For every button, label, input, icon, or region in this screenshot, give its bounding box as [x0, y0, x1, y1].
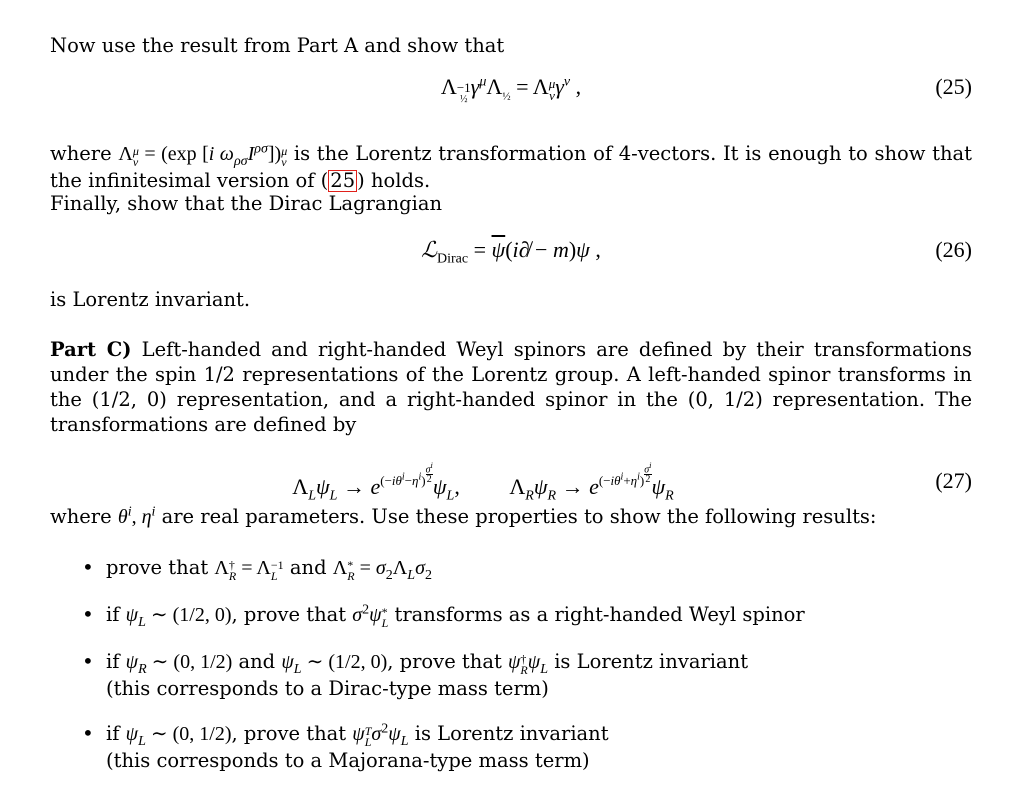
- part-c-text: Left-handed and right-handed Weyl spinors are defined by their transformations under the spin 1/2 representations of the Lorentz group. A left-handed spinor transforms in the (1/2, 0) representation, and a right-handed spinor in the (0, 1/2) representation. The transformations are defined by: [50, 338, 973, 436]
- equation-26: [50, 230, 972, 270]
- where-word-27: where: [50, 505, 112, 528]
- result-3-text-c: , prove that: [387, 650, 502, 673]
- intro-text: [50, 33, 972, 58]
- intro-sentence: Now use the result from Part A and show that: [50, 34, 505, 57]
- list-item: • if $\psi_L$ ∼ (1/2, 0), prove that $\sigma^2\psi$ * L transforms as a right-handed Weyl spinor: [82, 602, 805, 630]
- result-4-text-a: if: [106, 722, 120, 745]
- result-3-text-b: and: [238, 650, 276, 673]
- equation-25: [50, 67, 972, 107]
- result-2-text-c: transforms as a right-handed Weyl spinor: [394, 603, 805, 626]
- bullet-icon: •: [82, 721, 94, 745]
- equation-26-number: (26): [935, 237, 972, 262]
- list-item: • prove that Λ † R = Λ −1 L and Λ * R = $\sigma_2\Lambda_L\sigma_2$: [82, 555, 432, 583]
- equation-27-explanation: where $\theta^i$, $\eta^i$ are real parameters. Use these properties to show the following results:: [50, 504, 877, 528]
- result-3-text-a: if: [106, 650, 120, 673]
- bullet-icon: •: [82, 555, 94, 579]
- list-item: • if $\psi_L$ ∼ (0, 1/2), prove that ψ T L $\sigma^2\psi_L$ is Lorentz invariant (this corresponds to a Majorana-type mass term): [82, 721, 609, 772]
- result-4-text-c: is Lorentz invariant: [414, 722, 609, 745]
- lorentz-invariant-line: [50, 287, 972, 312]
- dirac-intro-text: Finally, show that the Dirac Lagrangian: [50, 192, 443, 215]
- holds-text: holds.: [370, 169, 431, 192]
- part-c-heading: Part C): [50, 338, 132, 361]
- lorentz-invariant-text: is Lorentz invariant.: [50, 288, 251, 311]
- equation-25-number: (25): [935, 74, 972, 99]
- list-item: • if $\psi_R$ ∼ (0, 1/2) and $\psi_L$ ∼ (1/2, 0), prove that ψ † R $\psi_L$ is Lorentz invariant (this corresponds to a Dirac-type mass term): [82, 649, 749, 700]
- results-list: [50, 555, 972, 773]
- result-2-text-b: , prove that: [231, 603, 347, 626]
- parameters-text: are real parameters. Use these properties to show the following results:: [161, 505, 877, 528]
- dirac-intro: [50, 191, 972, 216]
- result-1-text-b: and: [289, 556, 327, 579]
- result-2-text-a: if: [106, 603, 120, 626]
- result-3-note: (this corresponds to a Dirac-type mass term): [106, 677, 549, 700]
- result-1-text-a: prove that: [106, 556, 209, 579]
- result-4-note: (this corresponds to a Majorana-type mass term): [106, 749, 590, 772]
- where-word: where: [50, 142, 112, 165]
- equation-25-explanation: where Λ μ ν = (exp [i $\omega_{\rho\sigma}I^{\rho\sigma}$]) μ ν is the Lorentz transformation of 4-vectors. It is enough to show that the infinitesimal version of ( 25 ) holds.: [50, 141, 972, 192]
- result-3-text-d: is Lorentz invariant: [554, 650, 749, 673]
- equation-25-reference-link[interactable]: 25: [330, 169, 356, 192]
- equation-26-body: ℒ$_{Dirac}$ = $\overline{\psi}(i\partial̸ - m)\psi$ ,: [421, 237, 601, 267]
- result-4-text-b: , prove that: [231, 722, 347, 745]
- equation-25-body: Λ −1 ½ $\gamma^\mu\Lambda_{\frac{1}{2}} = \Lambda$ μ ν $\gamma^\nu$ ,: [440, 74, 582, 105]
- equation-27-body: $\Lambda_L\psi_L \to e^{(-i\theta^i-\eta^i) \frac{\sigma^i}{2}}$ $\psi_L$, $\Lambda_R\psi_R \to e^{(-i\theta^i+\eta^i) \frac{\sigma^i}{2}}$ $\psi_R$: [292, 461, 674, 504]
- equation-27-number: (27): [935, 468, 972, 493]
- bullet-icon: •: [82, 602, 94, 626]
- part-c-paragraph: [50, 337, 972, 437]
- lorentz-explanation-text: is the Lorentz transformation of 4-vectors. It is enough to show that the infinitesimal version of: [50, 142, 972, 192]
- bullet-icon: •: [82, 649, 94, 673]
- equation-27: [50, 461, 972, 504]
